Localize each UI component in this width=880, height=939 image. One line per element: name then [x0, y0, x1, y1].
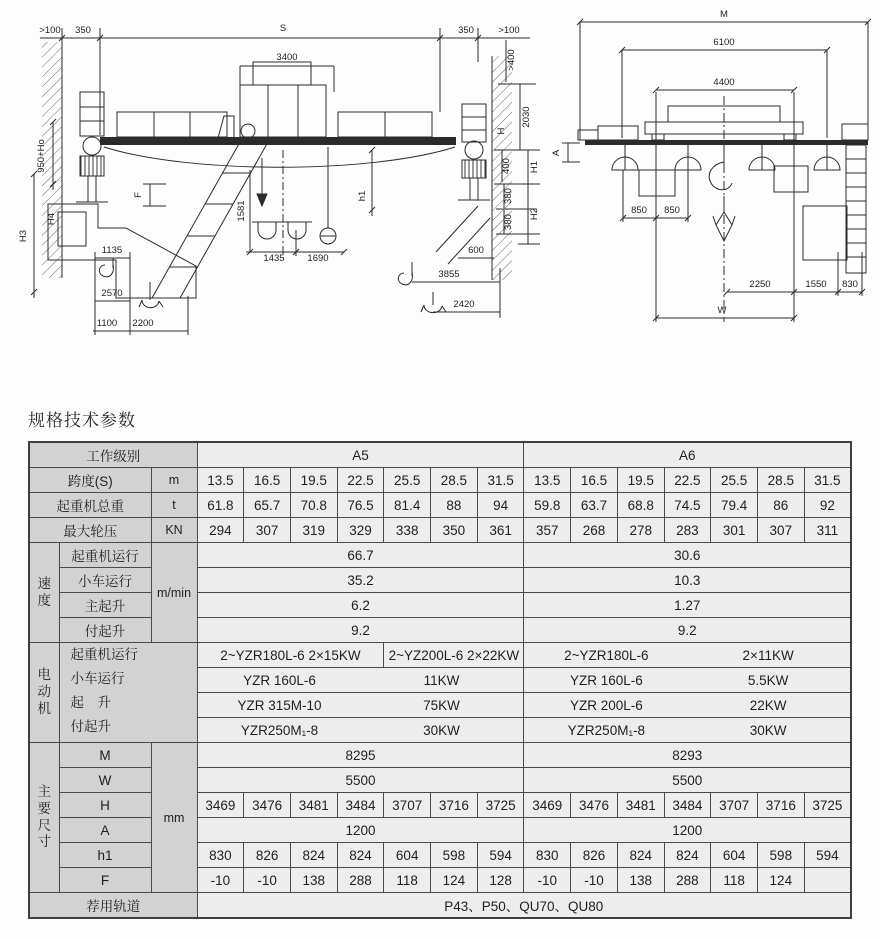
value-cell: 598 — [431, 843, 478, 868]
value-cell: 288 — [664, 868, 711, 893]
crane-end-view — [562, 19, 871, 322]
dimension-label: 380 — [503, 214, 514, 230]
value-cell: 824 — [617, 843, 664, 868]
dimension-label: 950+Ho — [36, 139, 47, 173]
dimension-label: 6100 — [713, 37, 735, 48]
value-cell: -10 — [197, 868, 244, 893]
dimension-label: 2200 — [132, 318, 154, 329]
dimension-label: 850 — [631, 205, 647, 216]
value-cell: 361 — [477, 518, 524, 543]
value-cell: 94 — [477, 493, 524, 518]
value-cell: 68.8 — [617, 493, 664, 518]
value-cell: 2~YZ200L-6 2×22KW — [384, 643, 524, 668]
dimension-label: 400 — [501, 158, 512, 174]
dimension-label: >100 — [498, 25, 520, 36]
value-cell: 1.27 — [524, 593, 851, 618]
dimension-label: 1550 — [805, 279, 827, 290]
value-cell: 8293 — [524, 743, 851, 768]
value-cell: 86 — [757, 493, 804, 518]
section-label-speed: 速 度 — [29, 543, 59, 643]
value-cell: 338 — [384, 518, 431, 543]
value-cell: 9.2 — [197, 618, 524, 643]
dimension-label: 1581 — [236, 200, 247, 222]
row-label: H — [59, 793, 151, 818]
value-cell: 19.5 — [617, 468, 664, 493]
dimension-label: H — [496, 127, 507, 135]
dimension-label: >100 — [39, 25, 61, 36]
value-cell: YZR250M₁-8 30KW — [524, 718, 851, 743]
row-label: 付起升 — [59, 618, 151, 643]
value-cell: 5500 — [197, 768, 524, 793]
value-cell: 604 — [384, 843, 431, 868]
unit-cell: KN — [151, 518, 197, 543]
value-cell: 31.5 — [477, 468, 524, 493]
dimension-label: 850 — [664, 205, 680, 216]
value-cell: YZR 200L-6 22KW — [524, 693, 851, 718]
value-cell: 22.5 — [337, 468, 384, 493]
value-cell: 3716 — [757, 793, 804, 818]
value-cell: 824 — [290, 843, 337, 868]
value-cell: 301 — [711, 518, 758, 543]
value-cell: 830 — [524, 843, 571, 868]
value-cell: 350 — [431, 518, 478, 543]
value-cell: 124 — [431, 868, 478, 893]
row-label: A — [59, 818, 151, 843]
value-cell: 3484 — [337, 793, 384, 818]
motor-row-labels: 起重机运行 小车运行 起 升 付起升 — [59, 643, 197, 743]
value-cell: 826 — [244, 843, 291, 868]
value-cell: 138 — [617, 868, 664, 893]
value-cell: YZR 160L-6 11KW — [197, 668, 524, 693]
value-cell: 16.5 — [244, 468, 291, 493]
value-cell: 63.7 — [571, 493, 618, 518]
value-cell: 3481 — [617, 793, 664, 818]
value-cell: 311 — [804, 518, 851, 543]
value-cell: 81.4 — [384, 493, 431, 518]
dimension-labels — [18, 9, 858, 329]
value-cell: 307 — [244, 518, 291, 543]
row-label: F — [59, 868, 151, 893]
value-cell: 329 — [337, 518, 384, 543]
value-cell: 70.8 — [290, 493, 337, 518]
value-cell: 30.6 — [524, 543, 851, 568]
value-cell: 61.8 — [197, 493, 244, 518]
value-cell: -10 — [571, 868, 618, 893]
value-cell: 283 — [664, 518, 711, 543]
value-cell: 5500 — [524, 768, 851, 793]
value-cell: 278 — [617, 518, 664, 543]
dimension-label: H2 — [529, 207, 540, 221]
value-cell: YZR 160L-6 5.5KW — [524, 668, 851, 693]
page-title: 规格技术参数 — [28, 411, 136, 430]
value-cell: 319 — [290, 518, 337, 543]
value-cell: 1200 — [197, 818, 524, 843]
value-cell: 118 — [711, 868, 758, 893]
row-label: h1 — [59, 843, 151, 868]
dimension-label: M — [720, 9, 728, 20]
value-cell: 13.5 — [197, 468, 244, 493]
value-cell: 3725 — [477, 793, 524, 818]
group-header-a6: A6 — [524, 442, 851, 468]
footer-track-value: P43、P50、QU70、QU80 — [197, 893, 851, 919]
value-cell: 22.5 — [664, 468, 711, 493]
value-cell: 65.7 — [244, 493, 291, 518]
value-cell — [804, 868, 851, 893]
value-cell: 124 — [757, 868, 804, 893]
dimension-label: 600 — [468, 245, 484, 256]
value-cell: 294 — [197, 518, 244, 543]
value-cell: 357 — [524, 518, 571, 543]
unit-cell: mm — [151, 743, 197, 893]
row-label: W — [59, 768, 151, 793]
value-cell: 92 — [804, 493, 851, 518]
value-cell: 8295 — [197, 743, 524, 768]
value-cell: 594 — [477, 843, 524, 868]
value-cell: 604 — [711, 843, 758, 868]
value-cell: 2~YZR180L-6 2×15KW — [197, 643, 384, 668]
value-cell: 2~YZR180L-6 2×11KW — [524, 643, 851, 668]
value-cell: 3707 — [384, 793, 431, 818]
spec-table-body — [29, 442, 851, 918]
dimension-label: 2030 — [521, 106, 532, 128]
dimension-label: 1100 — [96, 318, 118, 329]
row-label: 跨度(S) — [29, 468, 151, 493]
value-cell: 594 — [804, 843, 851, 868]
value-cell: 288 — [337, 868, 384, 893]
dimension-label: H1 — [529, 160, 540, 174]
value-cell: 13.5 — [524, 468, 571, 493]
value-cell: 138 — [290, 868, 337, 893]
dimension-label: W — [717, 305, 727, 316]
dimension-label: 1690 — [307, 253, 329, 264]
value-cell: 76.5 — [337, 493, 384, 518]
dimension-label: S — [279, 23, 287, 34]
value-cell: 1200 — [524, 818, 851, 843]
value-cell: 66.7 — [197, 543, 524, 568]
value-cell: 3707 — [711, 793, 758, 818]
value-cell: 3469 — [524, 793, 571, 818]
value-cell: 16.5 — [571, 468, 618, 493]
value-cell: 598 — [757, 843, 804, 868]
dimension-label: 350 — [458, 25, 474, 36]
row-label: 小车运行 — [59, 568, 151, 593]
value-cell: 3481 — [290, 793, 337, 818]
unit-cell: m — [151, 468, 197, 493]
row-label: 起重机总重 — [29, 493, 151, 518]
unit-cell: t — [151, 493, 197, 518]
dimension-label: H4 — [46, 212, 57, 226]
dimension-label: H3 — [18, 229, 29, 243]
section-label-dimensions: 主 要 尺 寸 — [29, 743, 59, 893]
row-label: 起重机运行 — [59, 543, 151, 568]
value-cell: 3476 — [244, 793, 291, 818]
value-cell: -10 — [524, 868, 571, 893]
value-cell: 88 — [431, 493, 478, 518]
row-label: 主起升 — [59, 593, 151, 618]
crane-outline-drawing — [0, 0, 880, 392]
value-cell: 3469 — [197, 793, 244, 818]
dimension-label: >400 — [506, 49, 517, 71]
dimension-label: 1435 — [263, 253, 285, 264]
dimension-label: 1135 — [101, 245, 123, 256]
value-cell: 824 — [337, 843, 384, 868]
value-cell: 28.5 — [431, 468, 478, 493]
dimension-label: h1 — [357, 190, 368, 202]
value-cell: 31.5 — [804, 468, 851, 493]
row-label: 最大轮压 — [29, 518, 151, 543]
value-cell: 74.5 — [664, 493, 711, 518]
footer-label-track: 荐用轨道 — [29, 893, 197, 919]
value-cell: 128 — [477, 868, 524, 893]
dimension-label: 4400 — [713, 77, 735, 88]
value-cell: 6.2 — [197, 593, 524, 618]
row-label: M — [59, 743, 151, 768]
value-cell: 3716 — [431, 793, 478, 818]
value-cell: 3725 — [804, 793, 851, 818]
value-cell: YZR250M₁-8 30KW — [197, 718, 524, 743]
value-cell: 824 — [664, 843, 711, 868]
dimension-label: 830 — [842, 279, 858, 290]
dimension-label: A — [551, 149, 562, 157]
dimension-label: F — [133, 192, 144, 198]
value-cell: 59.8 — [524, 493, 571, 518]
value-cell: 10.3 — [524, 568, 851, 593]
header-work-level: 工作级别 — [29, 442, 197, 468]
value-cell: -10 — [244, 868, 291, 893]
value-cell: 826 — [571, 843, 618, 868]
value-cell: 307 — [757, 518, 804, 543]
value-cell: 9.2 — [524, 618, 851, 643]
value-cell: 79.4 — [711, 493, 758, 518]
dimension-label: 2570 — [101, 288, 123, 299]
dimension-label: 350 — [75, 25, 91, 36]
value-cell: 118 — [384, 868, 431, 893]
value-cell: 3476 — [571, 793, 618, 818]
dimension-label: 3855 — [438, 269, 460, 280]
value-cell: 830 — [197, 843, 244, 868]
value-cell: 268 — [571, 518, 618, 543]
value-cell: 3484 — [664, 793, 711, 818]
group-header-a5: A5 — [197, 442, 524, 468]
value-cell: 28.5 — [757, 468, 804, 493]
section-label-motor: 电 动 机 — [29, 643, 59, 743]
value-cell: 19.5 — [290, 468, 337, 493]
unit-cell: m/min — [151, 543, 197, 643]
value-cell: 35.2 — [197, 568, 524, 593]
value-cell: 25.5 — [711, 468, 758, 493]
dimension-label: 3400 — [276, 52, 298, 63]
value-cell: YZR 315M-10 75KW — [197, 693, 524, 718]
value-cell: 25.5 — [384, 468, 431, 493]
dimension-label: 2420 — [453, 299, 475, 310]
dimension-label: 2250 — [749, 279, 771, 290]
spec-table — [28, 441, 852, 919]
dimension-label: 380 — [503, 188, 514, 204]
